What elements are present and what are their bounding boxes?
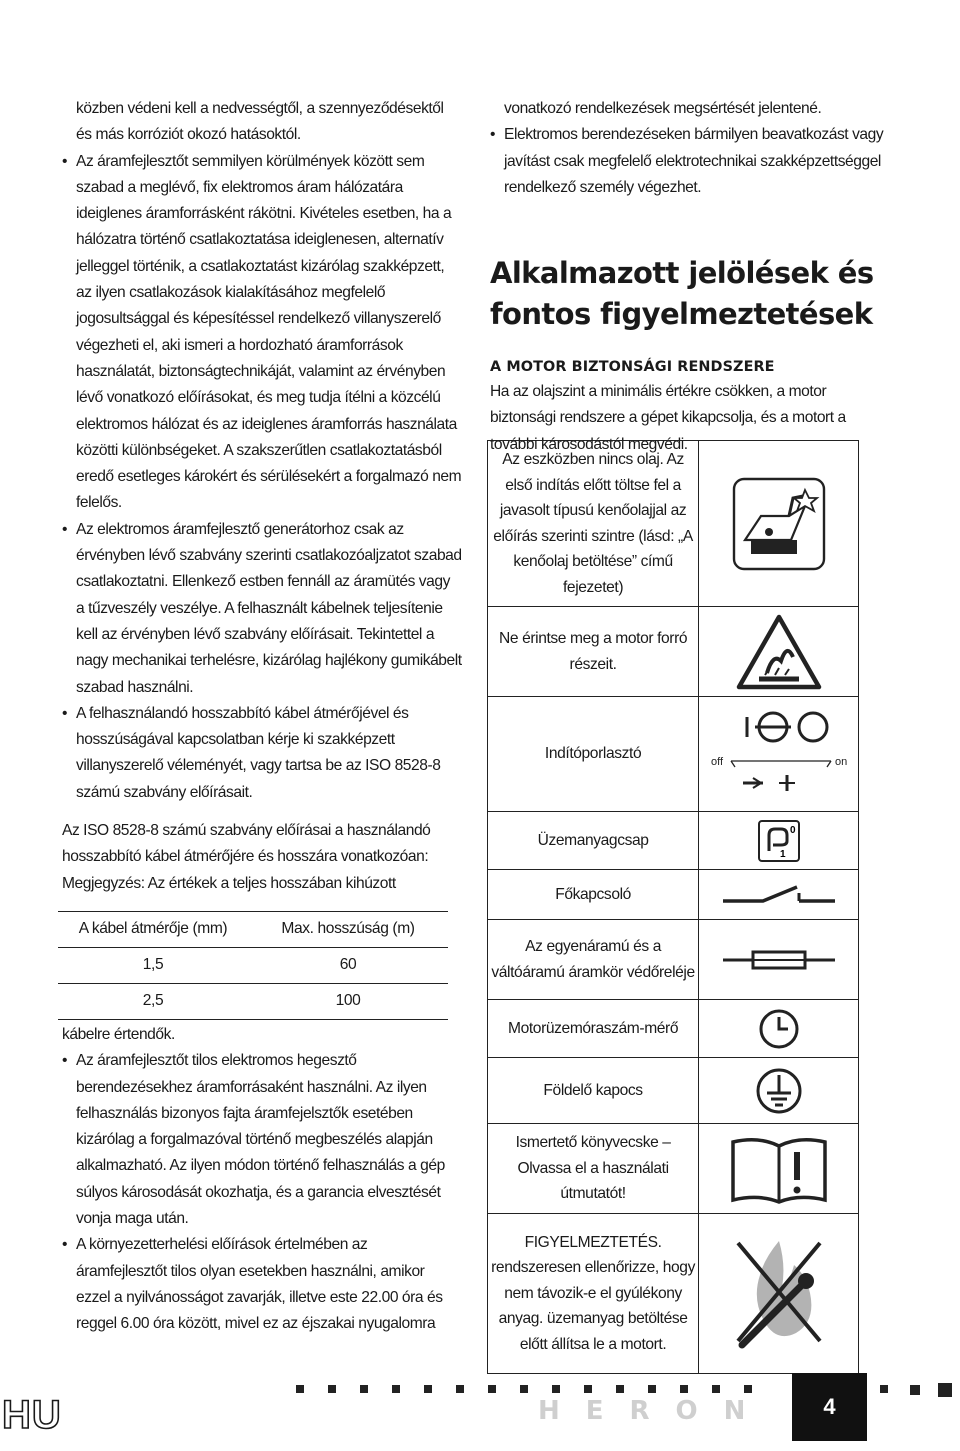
section-subheading: A MOTOR BIZTONSÁGI RENDSZERE — [490, 359, 775, 376]
brand-logo: HERON — [538, 1396, 772, 1426]
switch-icon — [719, 883, 839, 907]
clock-icon — [757, 1007, 801, 1051]
fuel-valve-one: 1 — [779, 848, 786, 860]
symbol-text: Indítóporlasztó — [488, 697, 699, 812]
symbol-text: Az egyenáramú és a váltóáramú áramkör védőreléje — [488, 920, 699, 1000]
bullet-no-mains-connection: • Az áramfejlesztőt semmilyen körülmények között sem szabad a meglévő, fix elektromos áram hálózatára ideiglenes áramforrásként rákötni. Kivételes esetben, ha a hálózatra történő csatlakoztatása ideiglenesen, alternatív jelleggel történik, a csatlakoztatást kizárólag szakképzett, az ilyen csatlakozások kialakításához megfelelő jogosultsággal és képesítéssel rendelkező villanyszerelő végezheti el, aki ismeri a hordozható áramforrások használatát, biztonságtechnikáját, valamint az érvényben lévő vonatkozó előírásokat, és meg tudja ítélni a közcélú elektromos hálózat és az ideiglenes áramforrás használata közötti különbségeket. A szakszerűtlen csatlakoztatásból eredő esetleges károkért és sérülésekért a forgalmazó nem felelős. — [62, 149, 462, 517]
intro-paragraph: közben védeni kell a nedvességtől, a szennyeződésektől és más korróziót okozó hatásoktól. — [76, 100, 444, 144]
symbol-row — [488, 920, 859, 1000]
table-header-row — [58, 911, 448, 947]
table-cell: 60 — [248, 947, 448, 983]
symbol-row — [488, 441, 859, 607]
symbol-text: Főkapcsoló — [488, 870, 699, 920]
table-row — [58, 947, 448, 983]
symbol-row — [488, 697, 859, 812]
fuel-valve-icon — [757, 819, 801, 863]
hot-surface-warning-icon — [735, 613, 823, 691]
footer-square — [880, 1385, 888, 1393]
symbol-row — [488, 870, 859, 920]
right-column — [490, 96, 895, 458]
section-heading: Alkalmazott jelölések és fontos figyelmeztetések — [490, 256, 874, 332]
iso-paragraph: Az ISO 8528-8 számú szabvány előírásai a használandó hosszabbító kábel átmérőjére és hosszára vonatkozóan: Megjegyzés: Az értékek a teljes hosszában kihúzott — [62, 822, 431, 892]
cable-note: kábelre értendők. — [62, 1025, 175, 1043]
table-cell: 100 — [248, 983, 448, 1019]
choke-on-label: on — [835, 756, 848, 768]
symbol-row — [488, 1124, 859, 1214]
footer-square — [910, 1385, 920, 1395]
symbol-text: Az eszközben nincs olaj. Az első indítás előtt töltse fel a javasolt típusú kenőolajjal az előírás szerinti szintre (lásd: „A kenőolaj betöltése” című fejezetet) — [488, 441, 699, 607]
continuation-paragraph: vonatkozó rendelkezések megsértését jelentené. — [504, 100, 822, 117]
page-number: 4 — [792, 1373, 867, 1441]
fuse-icon — [719, 948, 839, 972]
bullet-socket-standard: • Az elektromos áramfejlesztő generátorhoz csak az érvényben lévő szabvány szerinti csatlakozóaljzatot szabad csatlakoztatni. Ellenkező estben fennáll az áramütés vagy a tűzveszély veszélye. A felhasznált kábelnek teljesítenie kell az érvényben lévő szabvány előírásait. Tekintettel a nagy mechanikai terhelésre, kizárólag hajlékony gumikábelt szabad használni. — [62, 517, 462, 701]
symbol-text: FIGYELMEZTETÉS. rendszeresen ellenőrizze, hogy nem távozik-e el gyúlékony anyag. üzemanyag betöltése előtt állítsa le a motort. — [488, 1214, 699, 1374]
symbol-text: Üzemanyagcsap — [488, 812, 699, 870]
bullet-noise: • A környezetterhelési előírások értelmében az áramfejlesztőt tilos olyan esetekben használni, amikor ezzel a nyilvánosságot zavarják, illetve este 22.00 óra és reggel 6.00 óra között, mivel ez az éjszakai nyugalomra — [62, 1232, 462, 1337]
footer-square — [938, 1383, 952, 1397]
fuel-valve-zero: 0 — [789, 824, 796, 836]
symbol-row — [488, 607, 859, 697]
ground-icon — [755, 1067, 803, 1115]
left-column — [62, 96, 462, 1337]
symbols-table — [487, 440, 859, 1374]
symbol-row — [488, 1214, 859, 1374]
safety-system-paragraph: Ha az olajszint a minimális értékre csökken, a motor biztonsági rendszere a gépet kikapcsolja, és a motort a további károsodástól megvédi. — [490, 383, 846, 453]
bullet-welding: • Az áramfejlesztőt tilos elektromos hegesztő berendezésekhez áramforrásaként használni. Az ilyen felhasználás bizonyos fajta áramfejelsztők esetében kizárólag a forgalmazóval történő megbeszélés alapján alkalmazható. Az ilyen módon történő felhasználás a gép súlyos károsodását okozhatja, és a garancia elvesztését vonja maga után. — [62, 1048, 462, 1232]
symbol-text: Ne érintse meg a motor forró részeit. — [488, 607, 699, 697]
table-cell: 2,5 — [58, 983, 248, 1019]
no-fire-icon — [724, 1229, 834, 1359]
oil-can-icon — [731, 476, 827, 572]
cable-table — [58, 911, 448, 1020]
symbol-row — [488, 1000, 859, 1058]
table-header-length: Max. hosszúság (m) — [248, 911, 448, 947]
bullet-extension-cable: • A felhasználandó hosszabbító kábel átmérőjével és hosszúságával kapcsolatban kérje ki szakképzett villanyszerelő véleményét, vagy tartsa be az ISO 8528-8 számú szabvány előírásait. — [62, 701, 462, 806]
choke-off-label: off — [711, 756, 724, 768]
table-header-diameter: A kábel átmérője (mm) — [58, 911, 248, 947]
table-cell: 1,5 — [58, 947, 248, 983]
symbol-text: Földelő kapocs — [488, 1058, 699, 1124]
symbol-text: Ismertető könyvecske – Olvassa el a használati útmutatót! — [488, 1124, 699, 1214]
symbol-row — [488, 1058, 859, 1124]
choke-icon — [701, 699, 856, 809]
symbol-text: Motorüzemóraszám-mérő — [488, 1000, 699, 1058]
manual-icon — [727, 1132, 831, 1206]
bullet-electrical-qualified: • Elektromos berendezéseken bármilyen beavatkozást vagy javítást csak megfelelő elektrotechnikai szakképzettséggel rendelkező személy végezhet. — [490, 122, 895, 201]
symbol-row — [488, 812, 859, 870]
language-label: HU — [2, 1393, 62, 1437]
table-row — [58, 983, 448, 1019]
